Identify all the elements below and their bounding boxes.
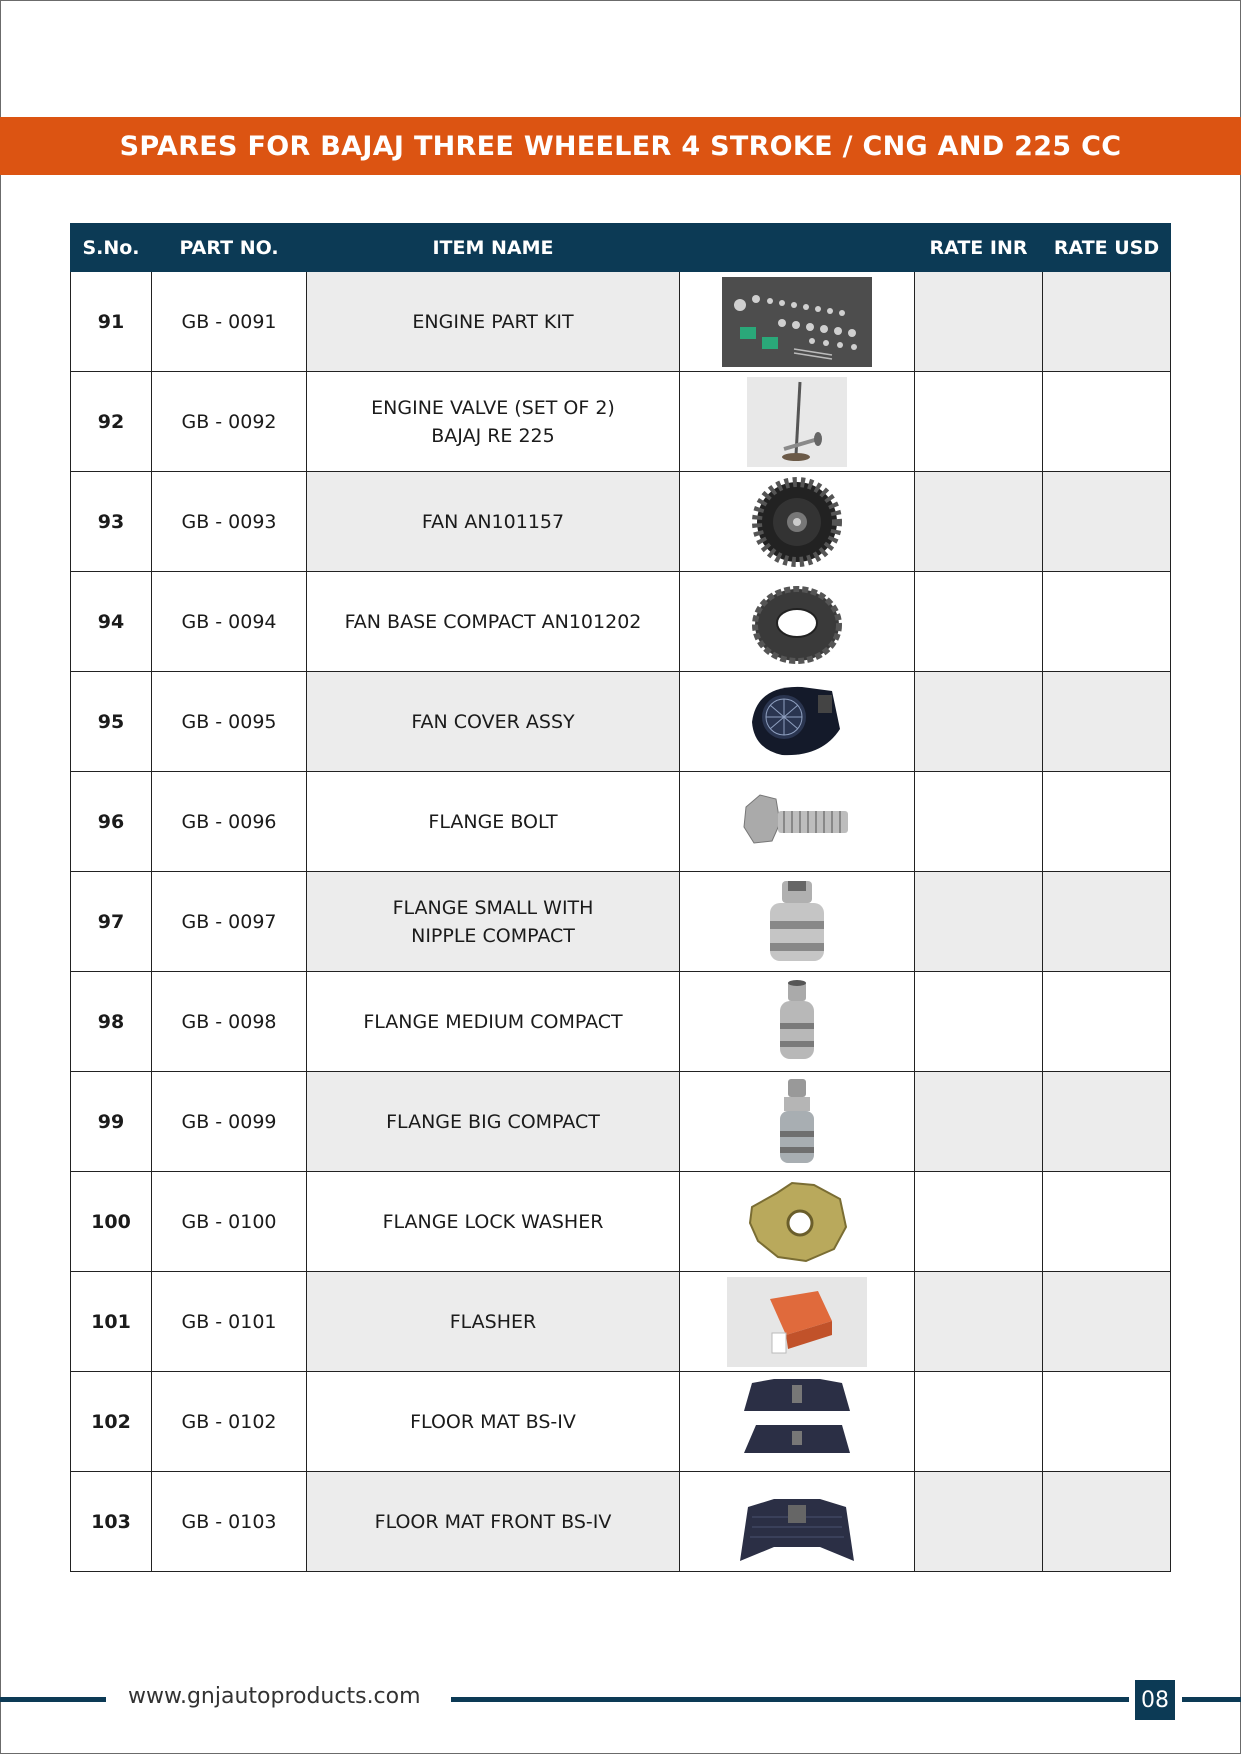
cell-image — [680, 1072, 915, 1172]
cell-part-no: GB - 0103 — [152, 1472, 307, 1572]
col-header-image — [680, 224, 915, 272]
cell-part-no: GB - 0097 — [152, 872, 307, 972]
table-row — [71, 1372, 1171, 1472]
cell-sno: 99 — [71, 1072, 152, 1172]
item-name-line: FLANGE BOLT — [428, 810, 558, 833]
col-header-sno: S.No. — [71, 224, 152, 272]
cell-sno: 96 — [71, 772, 152, 872]
table-row — [71, 272, 1171, 372]
cell-item-name — [307, 472, 680, 572]
item-name-line: FLASHER — [449, 1310, 537, 1333]
cell-item-name — [307, 872, 680, 972]
table-row — [71, 772, 1171, 872]
cell-part-no: GB - 0095 — [152, 672, 307, 772]
website-url: www.gnjautoproducts.com — [128, 1684, 421, 1709]
cell-rate-inr — [915, 772, 1043, 872]
cell-image — [680, 772, 915, 872]
cell-rate-usd — [1043, 1172, 1171, 1272]
cell-image — [680, 1172, 915, 1272]
cell-rate-inr — [915, 1372, 1043, 1472]
cell-image — [680, 372, 915, 472]
cell-sno: 102 — [71, 1372, 152, 1472]
cell-sno: 92 — [71, 372, 152, 472]
parts-table — [70, 223, 1171, 1572]
col-header-rate-usd: RATE USD — [1043, 224, 1171, 272]
item-name-line: FLOOR MAT BS-IV — [410, 1410, 576, 1433]
table-row — [71, 472, 1171, 572]
item-name-line: NIPPLE COMPACT — [411, 924, 575, 947]
flange-big-image — [722, 1077, 872, 1167]
table-row — [71, 1272, 1171, 1372]
cell-image — [680, 672, 915, 772]
table-row — [71, 1472, 1171, 1572]
engine-part-kit-image — [722, 277, 872, 367]
cell-image — [680, 472, 915, 572]
cell-item-name — [307, 972, 680, 1072]
fan-image — [722, 477, 872, 567]
footer-line-middle — [451, 1697, 1129, 1702]
title-banner — [0, 117, 1241, 175]
cell-rate-inr — [915, 1472, 1043, 1572]
cell-sno: 93 — [71, 472, 152, 572]
item-name-line: FAN BASE COMPACT AN101202 — [344, 610, 642, 633]
cell-item-name — [307, 272, 680, 372]
table-row — [71, 1172, 1171, 1272]
cell-rate-inr — [915, 872, 1043, 972]
item-name-line: ENGINE PART KIT — [412, 310, 574, 333]
table-row — [71, 872, 1171, 972]
cell-item-name — [307, 372, 680, 472]
flange-bolt-image — [722, 777, 872, 867]
table-row — [71, 1072, 1171, 1172]
cell-part-no: GB - 0101 — [152, 1272, 307, 1372]
cell-image — [680, 572, 915, 672]
cell-rate-usd — [1043, 672, 1171, 772]
table-header-row — [71, 224, 1171, 272]
cell-sno: 103 — [71, 1472, 152, 1572]
cell-item-name — [307, 772, 680, 872]
cell-rate-inr — [915, 672, 1043, 772]
cell-sno: 94 — [71, 572, 152, 672]
cell-image — [680, 1272, 915, 1372]
cell-part-no: GB - 0100 — [152, 1172, 307, 1272]
cell-part-no: GB - 0102 — [152, 1372, 307, 1472]
table-row — [71, 972, 1171, 1072]
cell-sno: 98 — [71, 972, 152, 1072]
table-row — [71, 372, 1171, 472]
cell-item-name — [307, 1472, 680, 1572]
cell-rate-usd — [1043, 572, 1171, 672]
cell-rate-inr — [915, 1172, 1043, 1272]
fan-cover-image — [722, 677, 872, 767]
floor-mat-front-image — [722, 1477, 872, 1567]
cell-item-name — [307, 1372, 680, 1472]
cell-part-no: GB - 0099 — [152, 1072, 307, 1172]
cell-rate-inr — [915, 472, 1043, 572]
cell-rate-usd — [1043, 872, 1171, 972]
item-name-line: FLANGE BIG COMPACT — [386, 1110, 600, 1133]
item-name-line: FLANGE SMALL WITH — [392, 896, 594, 919]
page-number: 08 — [1135, 1680, 1175, 1720]
footer-line-left — [0, 1697, 106, 1702]
cell-rate-usd — [1043, 972, 1171, 1072]
flange-medium-image — [722, 977, 872, 1067]
flasher-image — [722, 1277, 872, 1367]
floor-mat-image — [722, 1377, 872, 1467]
lock-washer-image — [722, 1177, 872, 1267]
cell-rate-usd — [1043, 1072, 1171, 1172]
cell-image — [680, 1372, 915, 1472]
fan-base-image — [722, 577, 872, 667]
table-row — [71, 672, 1171, 772]
cell-rate-usd — [1043, 1372, 1171, 1472]
cell-image — [680, 872, 915, 972]
item-name-line: FLOOR MAT FRONT BS-IV — [374, 1510, 612, 1533]
cell-part-no: GB - 0093 — [152, 472, 307, 572]
cell-item-name — [307, 1172, 680, 1272]
cell-rate-inr — [915, 372, 1043, 472]
cell-item-name — [307, 572, 680, 672]
cell-rate-inr — [915, 272, 1043, 372]
engine-valve-image — [722, 377, 872, 467]
item-name-line: FAN AN101157 — [421, 510, 565, 533]
cell-part-no: GB - 0092 — [152, 372, 307, 472]
table-row — [71, 572, 1171, 672]
cell-part-no: GB - 0091 — [152, 272, 307, 372]
cell-sno: 100 — [71, 1172, 152, 1272]
cell-part-no: GB - 0096 — [152, 772, 307, 872]
cell-rate-usd — [1043, 772, 1171, 872]
item-name-line: FAN COVER ASSY — [411, 710, 575, 733]
col-header-rate-inr: RATE INR — [915, 224, 1043, 272]
page-title: SPARES FOR BAJAJ THREE WHEELER 4 STROKE / CNG AND 225 CC — [119, 130, 1122, 162]
cell-rate-inr — [915, 972, 1043, 1072]
col-header-item-name: ITEM NAME — [307, 224, 680, 272]
cell-image — [680, 272, 915, 372]
cell-sno: 95 — [71, 672, 152, 772]
item-name-line: BAJAJ RE 225 — [431, 424, 555, 447]
cell-part-no: GB - 0094 — [152, 572, 307, 672]
cell-rate-inr — [915, 572, 1043, 672]
cell-image — [680, 1472, 915, 1572]
cell-rate-usd — [1043, 472, 1171, 572]
cell-rate-usd — [1043, 272, 1171, 372]
cell-item-name — [307, 672, 680, 772]
cell-rate-usd — [1043, 1472, 1171, 1572]
cell-image — [680, 972, 915, 1072]
footer-line-right — [1182, 1697, 1241, 1702]
item-name-line: ENGINE VALVE (SET OF 2) — [371, 396, 615, 419]
cell-sno: 91 — [71, 272, 152, 372]
cell-sno: 101 — [71, 1272, 152, 1372]
cell-sno: 97 — [71, 872, 152, 972]
item-name-line: FLANGE MEDIUM COMPACT — [363, 1010, 623, 1033]
cell-rate-inr — [915, 1072, 1043, 1172]
cell-rate-inr — [915, 1272, 1043, 1372]
cell-item-name — [307, 1072, 680, 1172]
cell-item-name — [307, 1272, 680, 1372]
cell-rate-usd — [1043, 1272, 1171, 1372]
item-name-line: FLANGE LOCK WASHER — [382, 1210, 604, 1233]
col-header-part-no: PART NO. — [152, 224, 307, 272]
cell-part-no: GB - 0098 — [152, 972, 307, 1072]
cell-rate-usd — [1043, 372, 1171, 472]
flange-small-image — [722, 877, 872, 967]
